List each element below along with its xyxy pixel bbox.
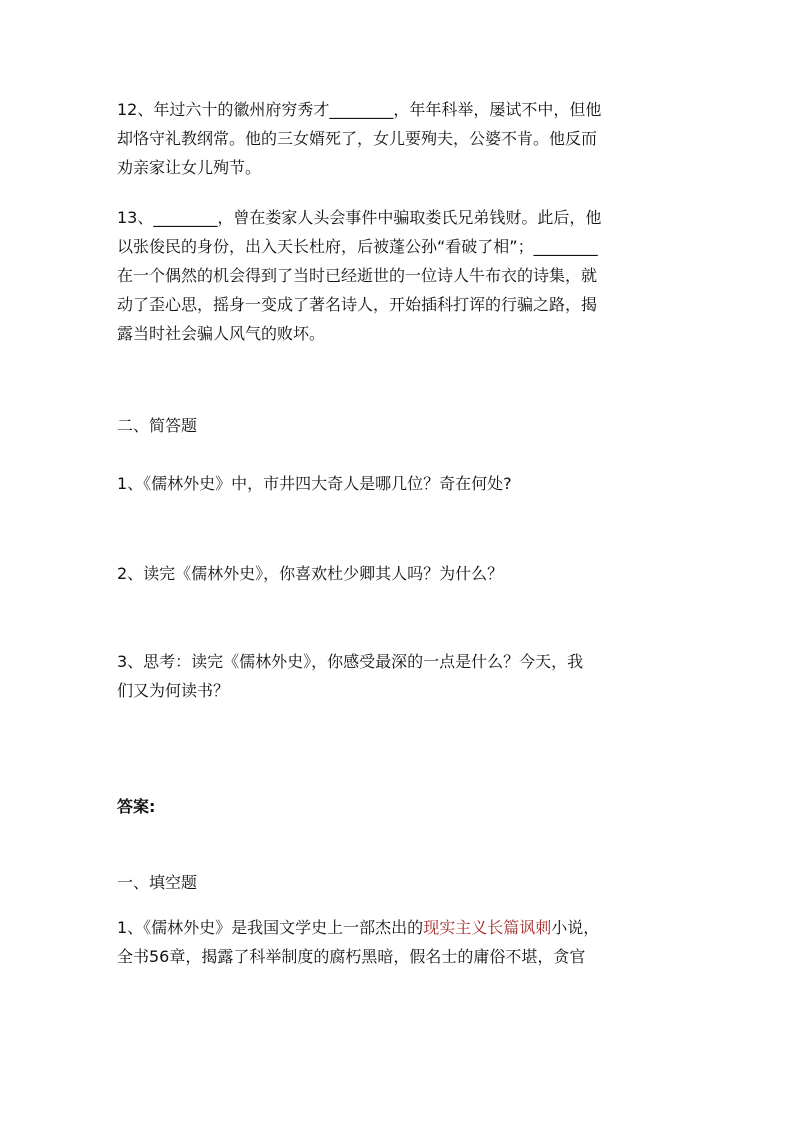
- short-answer-question-2: [117, 559, 682, 588]
- short-answer-question-3: [117, 647, 682, 705]
- answer-1: [117, 913, 682, 971]
- short-answer-question-1-text: 1、《儒林外史》中，市井四大奇人是哪几位？奇在何处?: [117, 474, 512, 493]
- answer-1-highlight: 现实主义长篇讽刺: [423, 918, 552, 937]
- question-13-line-5: 露当时社会骗人风气的败坏。: [117, 324, 326, 343]
- question-12-line-1: 12、年过六十的徽州府穷秀才________，年年科举，屡试不中，但他: [117, 100, 602, 119]
- answers-section-title-fill-in: [117, 868, 682, 897]
- section-title-text: 二、简答题: [117, 416, 198, 435]
- answers-heading: [117, 792, 682, 821]
- question-12: [117, 95, 682, 182]
- question-12-line-2: 却恪守礼教纲常。他的三女婿死了，女儿要殉夫，公婆不肯。他反而: [117, 129, 598, 148]
- short-answer-question-2-text: 2、读完《儒林外史》，你喜欢杜少卿其人吗？为什么？: [117, 564, 504, 583]
- short-answer-question-1: [117, 469, 682, 498]
- answer-1-line-1: [117, 913, 682, 942]
- question-13-line-2: 以张俊民的身份，出入天长杜府，后被蓬公孙“看破了相”；________: [117, 237, 598, 256]
- question-13-line-1: 13、________，曾在娄家人头会事件中骗取娄氏兄弟钱财。此后，他: [117, 208, 602, 227]
- answers-heading-text: 答案:: [117, 797, 156, 816]
- answer-1-text-after: 小说，: [551, 918, 600, 937]
- answer-1-text-before: 1、《儒林外史》是我国文学史上一部杰出的: [117, 918, 424, 937]
- section-title-short-answer: [117, 411, 682, 440]
- answer-1-line-2: 全书56章，揭露了科举制度的腐朽黑暗，假名士的庸俗不堪，贪官: [117, 947, 586, 966]
- question-13-line-3: 在一个偶然的机会得到了当时已经逝世的一位诗人牛布衣的诗集，就: [117, 266, 598, 285]
- question-13: [117, 203, 682, 348]
- short-answer-question-3-line-1: 3、思考：读完《儒林外史》，你感受最深的一点是什么？今天，我: [117, 652, 584, 671]
- answers-section-title-text: 一、填空题: [117, 873, 198, 892]
- question-12-line-3: 劝亲家让女儿殉节。: [117, 158, 262, 177]
- short-answer-question-3-line-2: 们又为何读书？: [117, 681, 230, 700]
- question-13-line-4: 动了歪心思，摇身一变成了著名诗人，开始插科打诨的行骗之路，揭: [117, 295, 598, 314]
